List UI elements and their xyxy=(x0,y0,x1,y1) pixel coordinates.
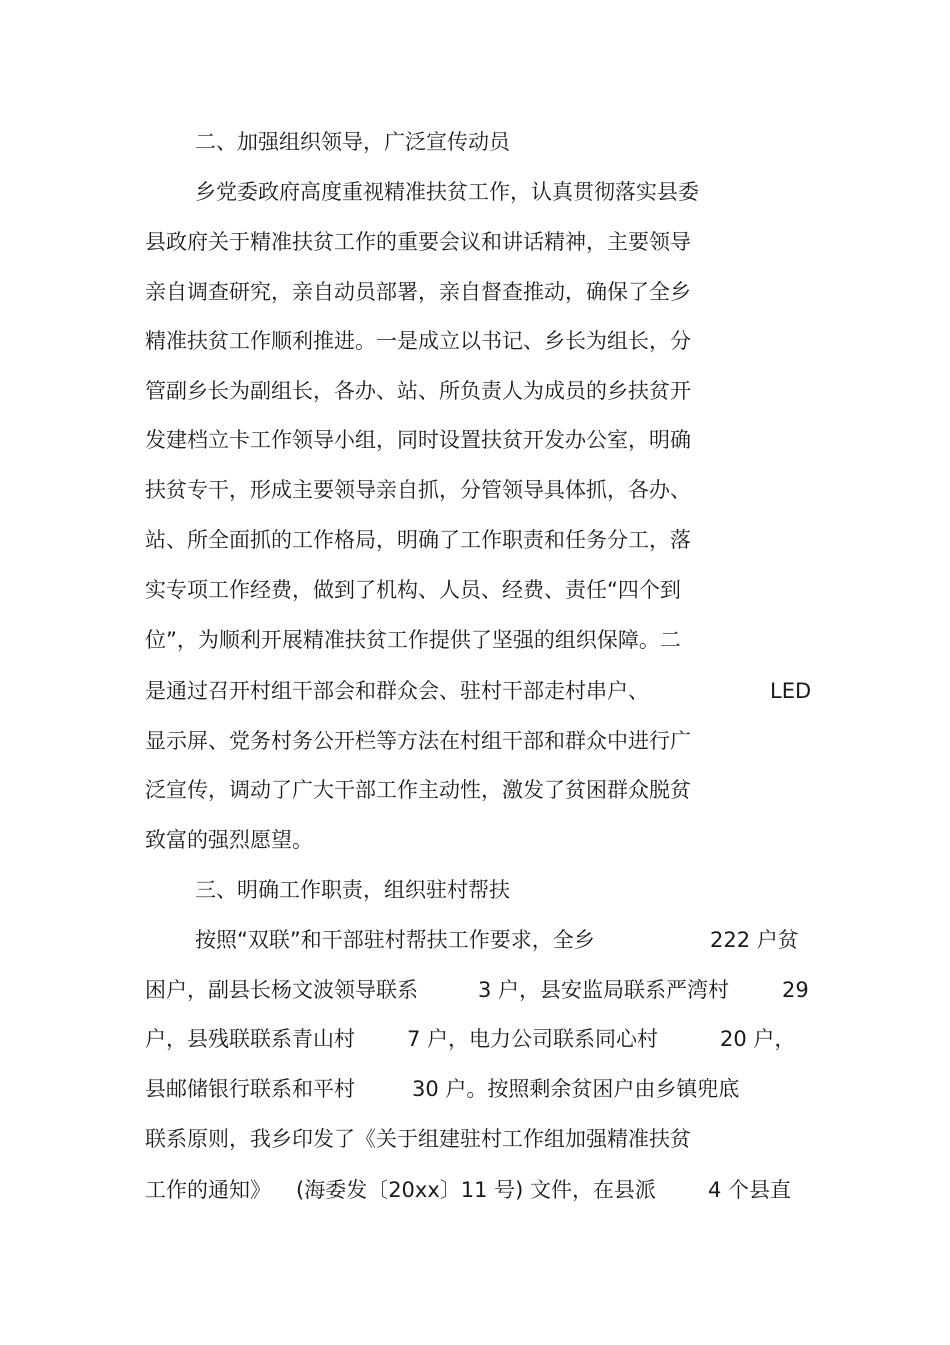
text-segment: 29 xyxy=(782,978,809,1002)
text-segment: 户，县残联联系青山村 xyxy=(145,1027,355,1051)
paragraph-line xyxy=(0,1121,950,1157)
heading-section-2 xyxy=(0,124,950,160)
text-segment: 222 户贫 xyxy=(710,928,799,952)
text-segment: 是通过召开村组干部会和群众会、驻村干部走村串户、 xyxy=(145,679,649,703)
text-segment: 发建档立卡工作领导小组，同时设置扶贫开发办公室，明确 xyxy=(145,428,691,452)
paragraph-line xyxy=(0,723,950,759)
text-segment: 困户，副县长杨文波领导联系 xyxy=(145,978,418,1002)
paragraph-line xyxy=(0,1071,950,1107)
paragraph-line xyxy=(0,224,950,260)
paragraph-line xyxy=(0,323,950,359)
text-segment: 3 户，县安监局联系严湾村 xyxy=(478,978,730,1002)
text-segment: 县政府关于精准扶贫工作的重要会议和讲话精神，主要领导 xyxy=(145,230,691,254)
text-segment: 工作的通知》 xyxy=(145,1178,271,1202)
text-segment: 亲自调查研究，亲自动员部署，亲自督查推动，确保了全乡 xyxy=(145,280,691,304)
text-segment: 管副乡长为副组长，各办、站、所负责人为成员的乡扶贫开 xyxy=(145,379,691,403)
text-segment: 7 户，电力公司联系同心村 xyxy=(407,1027,659,1051)
paragraph-line xyxy=(0,922,950,958)
text-segment: 位”，为顺利开展精准扶贫工作提供了坚强的组织保障。二 xyxy=(145,628,681,652)
text-segment: (海委发〔20xx〕11 号) 文件，在县派 xyxy=(296,1178,657,1202)
text-segment: 显示屏、党务村务公开栏等方法在村组干部和群众中进行广 xyxy=(145,729,691,753)
text-segment: 精准扶贫工作顺利推进。一是成立以书记、乡长为组长，分 xyxy=(145,329,691,353)
text-segment: 按照“双联”和干部驻村帮扶工作要求，全乡 xyxy=(195,928,595,952)
heading-section-3 xyxy=(0,872,950,908)
paragraph-line xyxy=(0,822,950,858)
paragraph-line xyxy=(0,422,950,458)
paragraph-line xyxy=(0,522,950,558)
text-segment: 20 户， xyxy=(720,1027,796,1051)
paragraph-line xyxy=(0,1021,950,1057)
paragraph-line xyxy=(0,472,950,508)
text-segment: 实专项工作经费，做到了机构、人员、经费、责任“四个到 xyxy=(145,578,681,602)
paragraph-line xyxy=(0,274,950,310)
text-segment: 致富的强烈愿望。 xyxy=(145,828,313,852)
text-segment: 30 户。按照剩余贫困户由乡镇兜底 xyxy=(412,1077,740,1101)
paragraph-line xyxy=(0,373,950,409)
paragraph-line xyxy=(0,622,950,658)
text-segment: 二、加强组织领导，广泛宣传动员 xyxy=(195,130,510,154)
text-segment: LED xyxy=(770,679,812,703)
paragraph-line xyxy=(0,1172,950,1208)
text-segment: 扶贫专干，形成主要领导亲自抓，分管领导具体抓，各办、 xyxy=(145,478,691,502)
text-segment: 泛宣传，调动了广大干部工作主动性，激发了贫困群众脱贫 xyxy=(145,778,691,802)
text-segment: 联系原则，我乡印发了《关于组建驻村工作组加强精准扶贫 xyxy=(145,1127,691,1151)
paragraph-line xyxy=(0,772,950,808)
text-segment: 站、所全面抓的工作格局，明确了工作职责和任务分工，落 xyxy=(145,528,691,552)
text-segment: 三、明确工作职责，组织驻村帮扶 xyxy=(195,878,510,902)
paragraph-line xyxy=(0,972,950,1008)
text-segment: 乡党委政府高度重视精准扶贫工作，认真贯彻落实县委 xyxy=(195,180,699,204)
text-segment: 县邮储银行联系和平村 xyxy=(145,1077,355,1101)
paragraph-line xyxy=(0,673,950,709)
paragraph-line xyxy=(0,572,950,608)
text-segment: 4 个县直 xyxy=(708,1178,792,1202)
paragraph-line xyxy=(0,174,950,210)
